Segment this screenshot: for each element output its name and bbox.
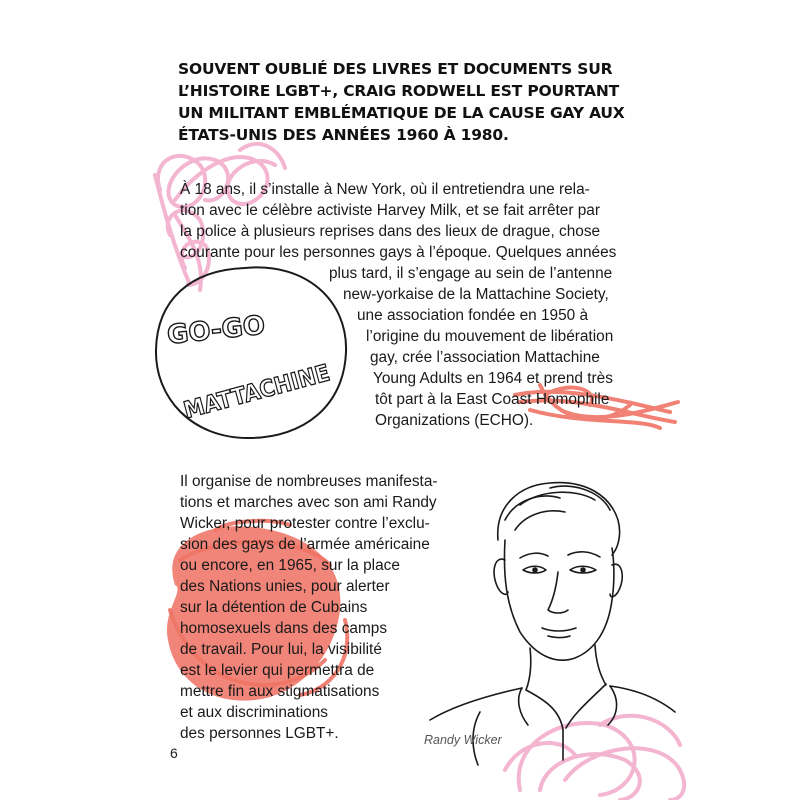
intro-heading: SOUVENT OUBLIÉ DES LIVRES ET DOCUMENTS SUR L’HISTOIRE LGBT+, CRAIG RODWELL EST POURTANT UN MILITANT EMBLÉMATIQUE DE LA CAUSE GAY AUX ÉTATS-UNIS DES ANNÉES 1960 À 1980. bbox=[178, 60, 625, 144]
paragraph-2-line: est le levier qui permettra de bbox=[180, 662, 375, 679]
paragraph-1-line: tion avec le célèbre activiste Harvey Milk, et se fait arrêter par bbox=[180, 202, 600, 219]
paragraph-1-line: courante pour les personnes gays à l’époque. Quelques années bbox=[180, 244, 617, 261]
page-number: 6 bbox=[170, 745, 178, 761]
paragraph-1-line: l’origine du mouvement de libération bbox=[366, 328, 614, 345]
paragraph-2-line: des personnes LGBT+. bbox=[180, 725, 339, 742]
paragraph-2-line: tions et marches avec son ami Randy bbox=[180, 494, 437, 511]
paragraph-2-line: sur la détention de Cubains bbox=[180, 599, 368, 616]
paragraph-2-line: de travail. Pour lui, la visibilité bbox=[180, 641, 382, 658]
paragraph-2-line: Il organise de nombreuses manifesta- bbox=[180, 473, 438, 490]
paragraph-1-line: une association fondée en 1950 à bbox=[357, 307, 589, 324]
paragraph-2-line: et aux discriminations bbox=[180, 704, 328, 721]
paragraph-1-line: Organizations (ECHO). bbox=[375, 412, 534, 429]
paragraph-2-line: sion des gays de l’armée américaine bbox=[180, 536, 430, 553]
paragraph-1-line: plus tard, il s’engage au sein de l’antenne bbox=[329, 265, 613, 282]
paragraph-1-line: Young Adults en 1964 et prend très bbox=[373, 370, 613, 387]
paragraph-2-line: homosexuels dans des camps bbox=[180, 620, 388, 637]
paragraph-1-line: gay, crée l’association Mattachine bbox=[370, 349, 600, 366]
paragraph-2-line: ou encore, en 1965, sur la place bbox=[180, 557, 400, 574]
paragraph-2-line: Wicker, pour protester contre l’exclu- bbox=[180, 515, 430, 532]
badge-line1: GO-GO bbox=[165, 310, 267, 351]
badge-line2: MATTACHINE bbox=[181, 355, 349, 425]
portrait-caption: Randy Wicker bbox=[424, 733, 502, 747]
paragraph-1-line: tôt part à la East Coast Homophile bbox=[375, 391, 610, 408]
paragraph-1-line: la police à plusieurs reprises dans des lieux de drague, chose bbox=[180, 223, 601, 240]
paragraph-1-line: new-yorkaise de la Mattachine Society, bbox=[343, 286, 609, 303]
paragraph-2-line: des Nations unies, pour alerter bbox=[180, 578, 390, 595]
paragraph-2-line: mettre fin aux stigmatisations bbox=[180, 683, 380, 700]
paragraph-1-line: À 18 ans, il s’installe à New York, où il entretiendra une rela- bbox=[180, 181, 590, 198]
